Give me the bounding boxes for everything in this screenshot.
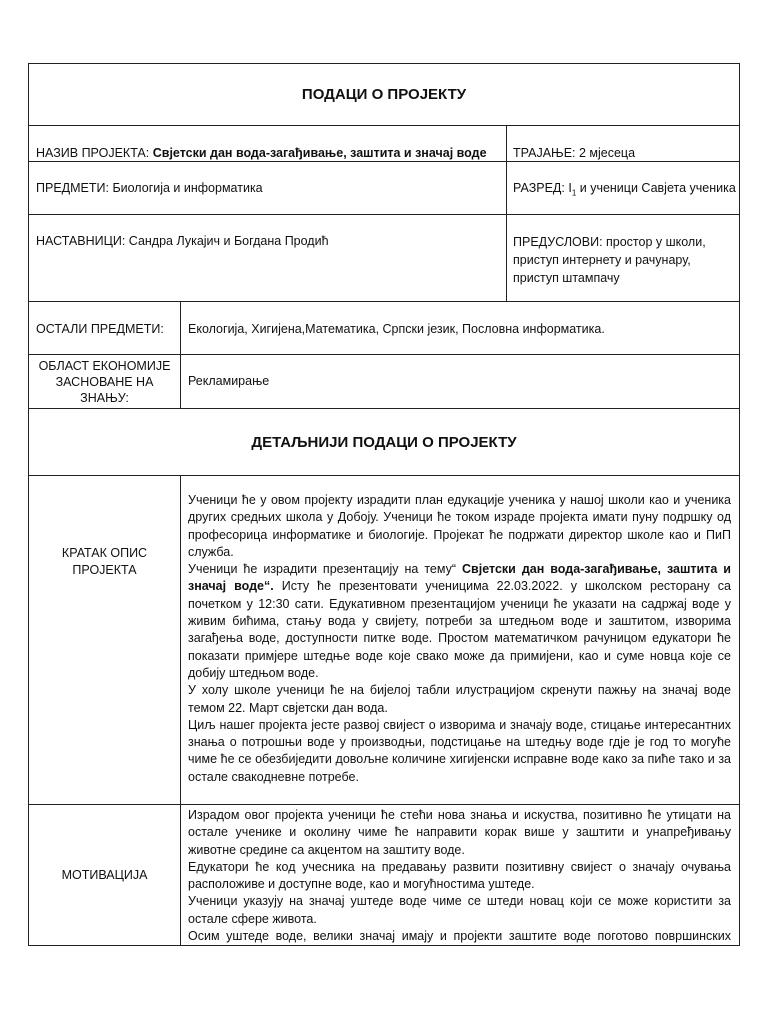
details-title-text: ДЕТАЉНИЈИ ПОДАЦИ О ПРОЈЕКТУ [251, 433, 517, 451]
motivation-paragraph-4: Осим уштеде воде, велики значај имају и пројекти заштите воде поготово површинских [188, 929, 731, 944]
economy-area-label-line-3: ЗНАЊУ: [80, 390, 129, 405]
economy-area-value-cell [180, 354, 740, 409]
grade-suffix: и ученици Савјета ученика [576, 181, 736, 195]
grade-subscript: 1 [571, 188, 577, 198]
project-data-title-text: ПОДАЦИ О ПРОЈЕКТУ [301, 86, 467, 103]
other-subjects-value-cell [180, 301, 740, 355]
other-subjects-label-cell [28, 301, 181, 355]
duration-cell [506, 125, 740, 162]
prerequisites-line-2: приступ интернету и рачунару, [513, 253, 691, 267]
duration-text: ТРАЈАЊЕ: 2 мјесеца [513, 146, 636, 160]
teachers-cell [28, 214, 507, 302]
subjects-text: ПРЕДМЕТИ: Биологија и информатика [36, 181, 263, 195]
grade-cell [506, 161, 740, 215]
short-desc-paragraph-1: Ученици ће у овом пројекту израдити план едукације ученика у нашој школи као и ученика других средњих школа у Добоју. Ученици ће током израде пројекта имати пуну подршку од професорица информатике и биологије. Пројекат ће подржати директор школе као и ПиП служба. [188, 493, 731, 559]
short-desc-p2-after: Исту ће презентовати ученицима 22.03.2022. у школском ресторану са почетком у 12:30 сати. Едукативном презентацијом ученици ће указати на садржај воде у живим бићима, стању вода у свијету, потреби за штедњом воде и заштитом, изворима загађења воде, доступности питке воде. Простом математичком рачуницом едукатори ће показати примјере штедње воде које свако може да примијени, као и суме новца које се добију штедњом воде. [188, 579, 731, 680]
economy-area-label-line-2: ЗАСНОВАНЕ НА [55, 374, 154, 389]
subjects-cell [28, 161, 507, 215]
grade-prefix: РАЗРЕД: I [513, 181, 572, 195]
economy-area-value: Рекламирање [188, 374, 270, 388]
short-desc-p2-before: Ученици ће израдити презентацију на тему“ [188, 562, 463, 577]
motivation-label-cell [28, 804, 181, 946]
short-desc-label-cell [28, 475, 181, 805]
economy-area-label-cell [28, 354, 181, 409]
teachers-text: НАСТАВНИЦИ: Сандра Лукајич и Богдана Продић [36, 234, 329, 248]
short-desc-p2-bold: Свјетски дан вода-загађивање, заштита и значај воде“. [188, 562, 731, 594]
details-title [28, 408, 740, 476]
project-data-title [28, 63, 740, 126]
short-desc-paragraph-2 [188, 561, 731, 682]
project-name-cell [28, 125, 507, 162]
short-desc-cell [180, 475, 740, 805]
motivation-paragraph-1: Израдом овог пројекта ученици ће стећи нова знања и искуства, позитивно ће утицати на остале ученике и околину чиме ће направити корак више у заштити и унапређивању животне средине са акцентом на заштиту воде. [188, 808, 731, 857]
project-name-label: НАЗИВ ПРОЈЕКТА: [36, 146, 150, 160]
short-desc-paragraph-4: Циљ нашег пројекта јесте развој свијест о изворима и значају воде, стицање интересантних знања о потрошњи воде у производњи, подстицање на штедњу воде гдје је год то могуће чиме ће се обезбиједити довољне количине хигијенски исправне воде како за пиће тако и за остале свакодневне потребе. [188, 717, 731, 784]
motivation-cell [180, 804, 740, 946]
project-name-value: Свјетски дан вода-загађивање, заштита и значај воде [152, 146, 487, 160]
motivation-paragraph-2: Едукатори ће код учесника на предавању развити позитивну свијест о значају очувања расположиве и доступне воде, као и могућностима уштеде. [188, 859, 731, 892]
motivation-label: МОТИВАЦИЈА [61, 867, 148, 882]
other-subjects-value: Екологија, Хигијена,Математика, Српски језик, Пословна информатика. [188, 322, 605, 336]
other-subjects-label: ОСТАЛИ ПРЕДМЕТИ: [36, 322, 164, 336]
short-desc-paragraph-3: У холу школе ученици ће на бијелој табли илустрацијом скренути пажњу на значај воде темом 22. Март свјетски дан вода. [188, 683, 731, 715]
prerequisites-line-3: приступ штампачу [513, 271, 620, 285]
economy-area-label-line-1: ОБЛАСТ ЕКОНОМИЈЕ [38, 358, 171, 373]
motivation-paragraph-3: Ученици указују на значај уштеде воде чиме се штеди новац који се може користити за остале сфере живота. [188, 894, 731, 926]
prerequisites-line-1: ПРЕДУСЛОВИ: простор у школи, [513, 235, 706, 249]
short-desc-label-line-1: КРАТАК ОПИС [61, 546, 148, 560]
prerequisites-cell [506, 214, 740, 302]
short-desc-label-line-2: ПРОЈЕКТА [72, 563, 137, 577]
